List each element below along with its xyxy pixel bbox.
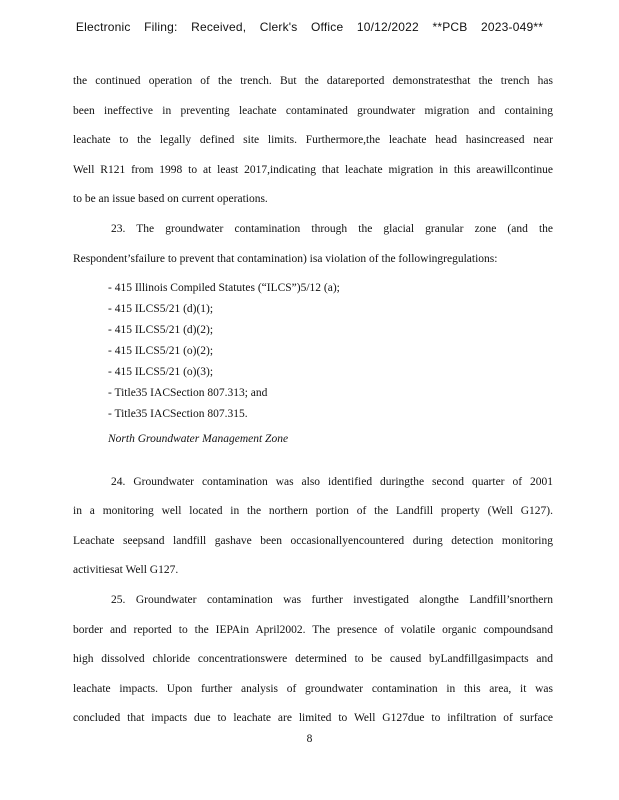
page-number: 8 bbox=[306, 733, 313, 745]
regulation-item: - 415 ILCS5/21 (d)(1); bbox=[108, 302, 214, 315]
paragraph-line: been ineffective in preventing leachate contaminated groundwater migration and containing bbox=[73, 104, 553, 117]
paragraph-24-line: activitiesat Well G127. bbox=[73, 564, 179, 577]
paragraph-24-line: Leachate seepsand landfill gashave been occasionallyencountered during detection monitoring bbox=[73, 534, 553, 547]
regulation-item: - Title35 IACSection 807.313; and bbox=[108, 386, 268, 399]
regulation-item: - 415 Illinois Compiled Statutes (“ILCS”)5/12 (a); bbox=[108, 281, 340, 294]
paragraph-25-line: border and reported to the IEPAin April2002. The presence of volatile organic compoundsand bbox=[73, 623, 553, 636]
regulation-list bbox=[108, 280, 553, 423]
paragraph-line: leachate to the legally defined site limits. Furthermore,the leachate head hasincreased near bbox=[73, 134, 553, 147]
regulation-item: - 415 ILCS5/21 (d)(2); bbox=[108, 323, 214, 336]
paragraph-23-line: Respondent’sfailure to prevent that contamination) isa violation of the followingregulations: bbox=[73, 252, 498, 265]
paragraph-line: to be an issue based on current operations. bbox=[73, 193, 268, 206]
paragraph-line: the continued operation of the trench. But the datareported demonstratesthat the trench has bbox=[73, 75, 553, 87]
paragraph-23-line: 23. The groundwater contamination through the glacial granular zone (and the bbox=[111, 222, 553, 235]
paragraph-25-line: leachate impacts. Upon further analysis of groundwater contamination in this area, it was bbox=[73, 682, 553, 695]
paragraph-25-line: concluded that impacts due to leachate are limited to Well G127due to infiltration of surface bbox=[73, 712, 553, 725]
paragraph-25-line: 25. Groundwater contamination was further investigated alongthe Landfill’snorthern bbox=[111, 593, 553, 606]
paragraph-line: Well R121 from 1998 to at least 2017,indicating that leachate migration in this areawillcontinue bbox=[73, 163, 553, 176]
document-body bbox=[73, 71, 553, 738]
regulation-item: - Title35 IACSection 807.315. bbox=[108, 407, 248, 420]
filing-header: Electronic Filing: Received, Clerk's Office 10/12/2022 **PCB 2023-049** bbox=[75, 20, 544, 34]
paragraph-25-line: high dissolved chloride concentrationswere determined to be caused byLandfillgasimpacts and bbox=[73, 653, 553, 666]
paragraph-24-line: 24. Groundwater contamination was also identified duringthe second quarter of 2001 bbox=[111, 475, 553, 488]
regulation-item: - 415 ILCS5/21 (o)(3); bbox=[108, 365, 214, 378]
section-subheading: North Groundwater Management Zone bbox=[108, 432, 289, 445]
regulation-item: - 415 ILCS5/21 (o)(2); bbox=[108, 344, 214, 357]
paragraph-24-line: in a monitoring well located in the northern portion of the Landfill property (Well G127). bbox=[73, 505, 553, 518]
